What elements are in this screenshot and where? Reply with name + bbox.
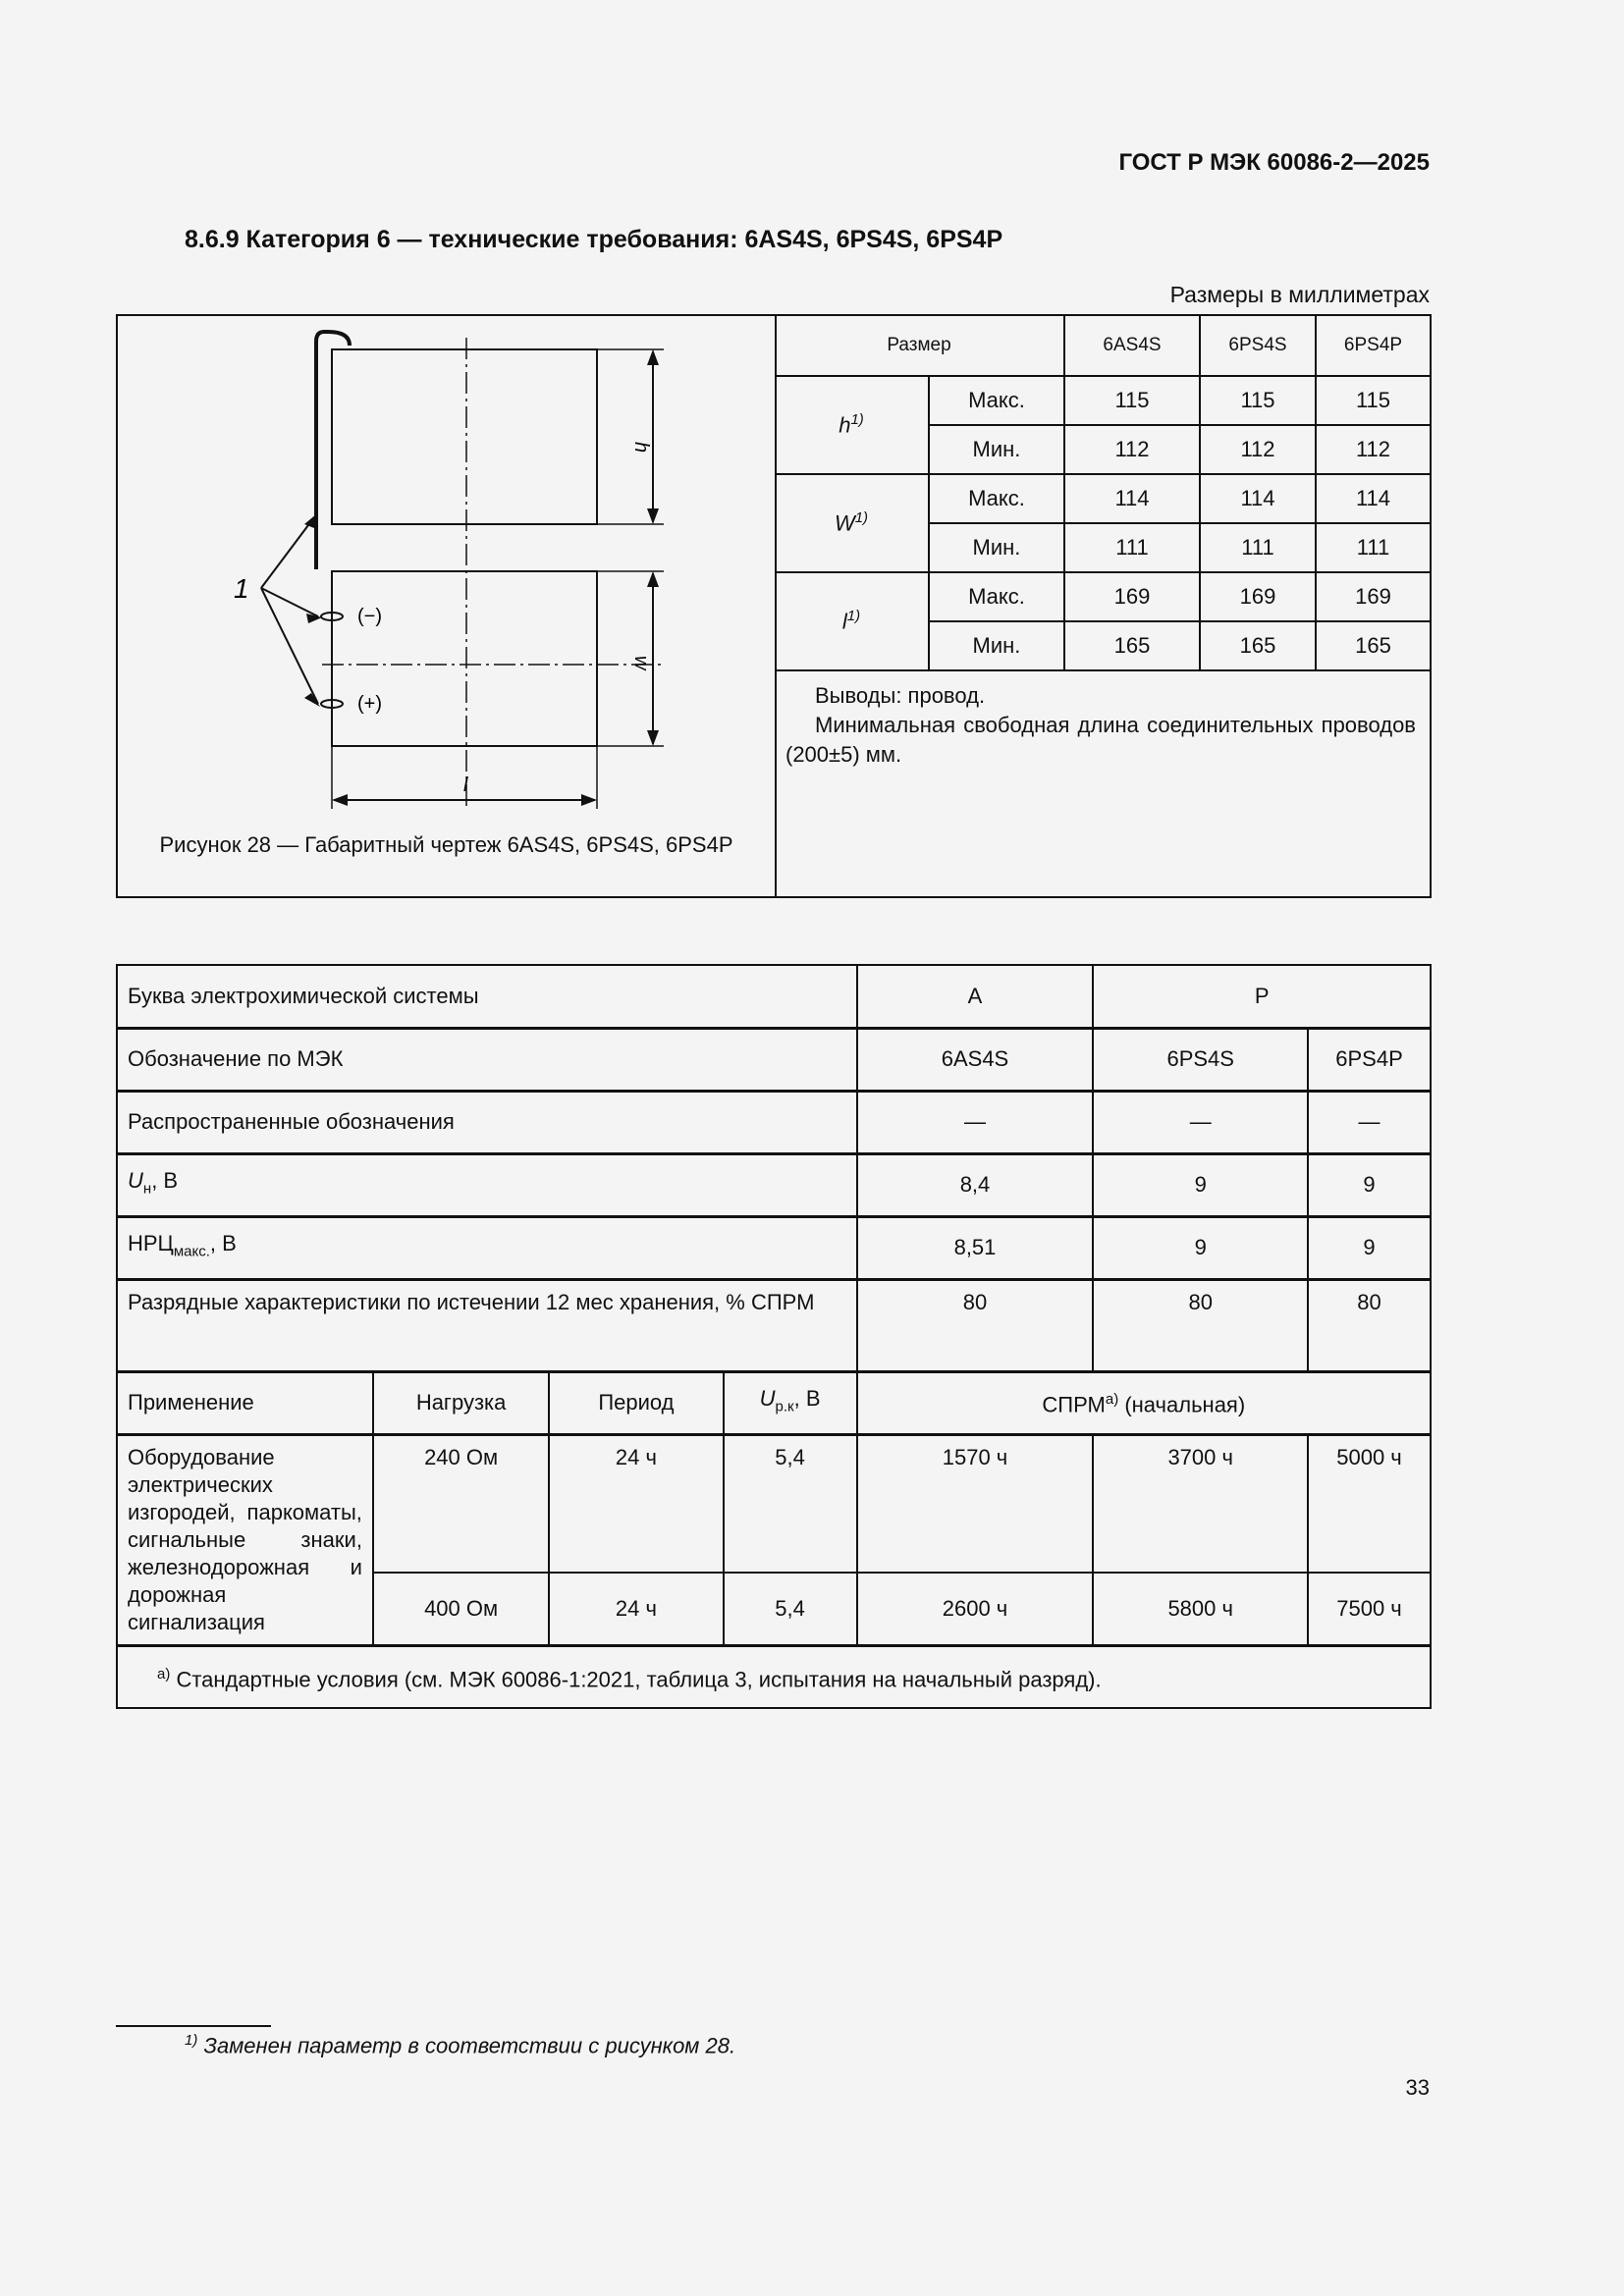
table-cell: 400 Ом [373, 1573, 549, 1645]
note-leads: Выводы: провод. [815, 683, 986, 708]
header-6ps4s: 6PS4S [1200, 316, 1316, 376]
characteristics-table [116, 964, 1432, 1709]
section-title: 8.6.9 Категория 6 — технические требования: 6AS4S, 6PS4S, 6PS4P [185, 226, 1003, 253]
table-cell: — [1093, 1091, 1308, 1153]
plus-label: (+) [357, 693, 382, 715]
min-label: Мин. [929, 523, 1064, 572]
header-end-voltage: $U_{р.к}$, В [724, 1371, 857, 1434]
table-cell: 6PS4S [1093, 1028, 1308, 1091]
table-cell: 112 [1316, 425, 1430, 474]
outline-drawing [118, 316, 775, 827]
table-cell: 80 [1308, 1279, 1431, 1371]
table-cell: 169 [1316, 572, 1430, 621]
table-cell: 9 [1093, 1153, 1308, 1216]
application-description: Оборудование электрических изгородей, паркоматы, сигнальные знаки, железнодорожная и дорожная сигнализация [117, 1434, 373, 1645]
min-label: Мин. [929, 621, 1064, 670]
table-cell: 169 [1064, 572, 1200, 621]
h-label: h [630, 442, 652, 454]
max-label: Макс. [929, 474, 1064, 523]
table-cell: 24 ч [549, 1434, 723, 1573]
min-label: Мин. [929, 425, 1064, 474]
units-note: Размеры в миллиметрах [1169, 282, 1430, 307]
table-cell: 115 [1064, 376, 1200, 425]
table-cell: 6PS4P [1308, 1028, 1431, 1091]
document-header: ГОСТ Р МЭК 60086-2—2025 [1118, 149, 1430, 176]
table-cell: 7500 ч [1308, 1573, 1431, 1645]
table-cell: 111 [1064, 523, 1200, 572]
table-cell: 165 [1064, 621, 1200, 670]
max-label: Макс. [929, 572, 1064, 621]
side-view-outline [332, 571, 597, 746]
table-cell: 112 [1200, 425, 1316, 474]
header-load: Нагрузка [373, 1371, 549, 1434]
symbol-w: $W^{1)}$ [775, 474, 929, 572]
dimension-table [775, 316, 1430, 671]
symbol-l: $l^{1)}$ [775, 572, 929, 670]
top-view-outline [332, 349, 597, 524]
table-cell: 6AS4S [857, 1028, 1094, 1091]
table-cell: 9 [1308, 1216, 1431, 1279]
figure-caption: Рисунок 28 — Габаритный чертеж 6AS4S, 6PS4S, 6PS4P [159, 832, 733, 857]
callout-label-1: 1 [234, 573, 249, 604]
row-label-max-ocv: $НРЦ_{макс.}$, В [117, 1216, 857, 1279]
note-wire-length: Минимальная свободная длина соединительных проводов (200±5) мм. [785, 713, 1416, 767]
footnote-divider [116, 2025, 271, 2027]
table-cell: 80 [857, 1279, 1094, 1371]
row-label-common: Распространенные обозначения [117, 1091, 857, 1153]
table-cell: 3700 ч [1093, 1434, 1308, 1573]
table-cell: 9 [1308, 1153, 1431, 1216]
table-cell: 2600 ч [857, 1573, 1094, 1645]
w-label: w [630, 656, 652, 670]
max-label: Макс. [929, 376, 1064, 425]
table-cell: 111 [1316, 523, 1430, 572]
page-number: 33 [1405, 2075, 1430, 2100]
system-p: P [1093, 965, 1431, 1028]
table-cell: 5800 ч [1093, 1573, 1308, 1645]
table-cell: 24 ч [549, 1573, 723, 1645]
symbol-h: $h^{1)}$ [775, 376, 929, 474]
table-cell: 8,4 [857, 1153, 1094, 1216]
table-cell: 111 [1200, 523, 1316, 572]
minus-label: (−) [357, 606, 382, 627]
table-cell: 169 [1200, 572, 1316, 621]
header-6as4s: 6AS4S [1064, 316, 1200, 376]
table-cell: 165 [1316, 621, 1430, 670]
table-cell: 115 [1316, 376, 1430, 425]
row-label-iec: Обозначение по МЭК [117, 1028, 857, 1091]
table-cell: 114 [1064, 474, 1200, 523]
table-cell: 9 [1093, 1216, 1308, 1279]
table-footnote: $^{a)}$ Стандартные условия (см. МЭК 60086-1:2021, таблица 3, испытания на начальный разряд). [117, 1645, 1431, 1708]
table-cell: 165 [1200, 621, 1316, 670]
table-cell: 8,51 [857, 1216, 1094, 1279]
table-cell: 80 [1093, 1279, 1308, 1371]
table-cell: — [1308, 1091, 1431, 1153]
table-cell: 5,4 [724, 1573, 857, 1645]
table-cell: 114 [1200, 474, 1316, 523]
table-cell: 1570 ч [857, 1434, 1094, 1573]
table-cell: — [857, 1091, 1094, 1153]
header-application: Применение [117, 1371, 373, 1434]
table-cell: 112 [1064, 425, 1200, 474]
figure-cell [118, 316, 777, 896]
row-label-nominal-voltage: $U_н$, В [117, 1153, 857, 1216]
header-min-duration: СПРМ$^{a)}$ (начальная) [857, 1371, 1431, 1434]
l-label: l [463, 774, 468, 796]
table-cell: 240 Ом [373, 1434, 549, 1573]
system-a: A [857, 965, 1094, 1028]
page-footnote: $^{1)}$ Заменен параметр в соответствии с рисунком 28. [185, 2032, 736, 2058]
dimension-block [116, 314, 1432, 898]
terminal-note [785, 681, 1416, 770]
header-period: Период [549, 1371, 723, 1434]
table-cell: 5000 ч [1308, 1434, 1431, 1573]
table-cell: 115 [1200, 376, 1316, 425]
table-cell: 114 [1316, 474, 1430, 523]
table-cell: 5,4 [724, 1434, 857, 1573]
header-6ps4p: 6PS4P [1316, 316, 1430, 376]
row-label-discharge: Разрядные характеристики по истечении 12 мес хранения, % СПРМ [117, 1279, 857, 1371]
header-size: Размер [775, 316, 1064, 376]
row-label-system: Буква электрохимической системы [117, 965, 857, 1028]
